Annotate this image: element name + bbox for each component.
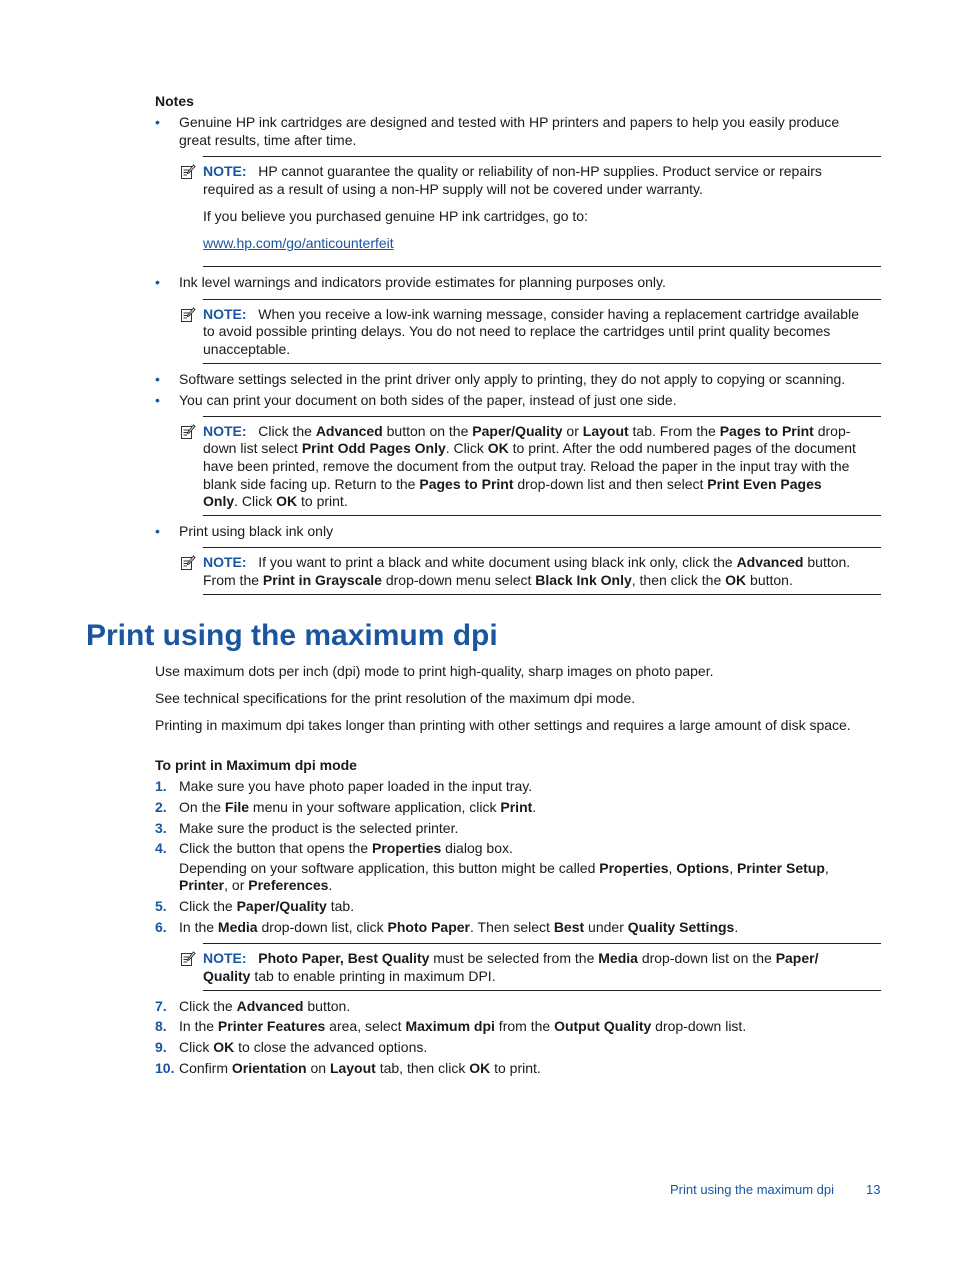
anticounterfeit-link[interactable]: www.hp.com/go/anticounterfeit xyxy=(203,235,394,251)
bullet-marker: • xyxy=(155,274,160,290)
step-4-detail-line-1: Depending on your software application, this button might be called Properties, Options, Printer Setup, xyxy=(179,860,829,876)
step-number: 6. xyxy=(155,919,167,935)
note-2-line-1: NOTE: When you receive a low-ink warning message, consider having a replacement cartridge available xyxy=(203,306,859,322)
note-label: NOTE: xyxy=(203,163,247,179)
note-rule xyxy=(203,416,881,417)
bullet-marker: • xyxy=(155,114,160,130)
note-1-line-1: NOTE: HP cannot guarantee the quality or reliability of non-HP supplies. Product service or repairs xyxy=(203,163,822,179)
procedure-heading: To print in Maximum dpi mode xyxy=(155,757,357,773)
note-1-para-2: If you believe you purchased genuine HP ink cartridges, go to: xyxy=(203,208,588,224)
bullet-4: You can print your document on both sides of the paper, instead of just one side. xyxy=(179,392,677,408)
note-5-line-1: NOTE: Photo Paper, Best Quality must be selected from the Media drop-down list on the Paper/ xyxy=(203,950,819,966)
step-2-text: On the File menu in your software application, click Print. xyxy=(179,799,537,815)
step-number: 9. xyxy=(155,1039,167,1055)
note-label: NOTE: xyxy=(203,554,247,570)
note-label: NOTE: xyxy=(203,306,247,322)
bullet-1-line-2: great results, time after time. xyxy=(179,132,357,148)
step-3-text: Make sure the product is the selected printer. xyxy=(179,820,459,836)
note-3-line-4: blank side facing up. Return to the Pages to Print drop-down list and then select Print Even Pages xyxy=(203,476,822,492)
bullet-5: Print using black ink only xyxy=(179,523,334,539)
bullet-2: Ink level warnings and indicators provide estimates for planning purposes only. xyxy=(179,274,666,290)
bullet-marker: • xyxy=(155,392,160,408)
step-10-text: Confirm Orientation on Layout tab, then click OK to print. xyxy=(179,1060,541,1076)
note-icon xyxy=(180,951,196,967)
step-5-text: Click the Paper/Quality tab. xyxy=(179,898,355,914)
step-number: 5. xyxy=(155,898,167,914)
note-icon xyxy=(180,555,196,571)
note-3-line-5: Only. Click OK to print. xyxy=(203,493,348,509)
note-icon xyxy=(180,307,196,323)
step-number: 3. xyxy=(155,820,167,836)
step-number: 10. xyxy=(155,1060,175,1076)
bullet-marker: • xyxy=(155,523,160,539)
notes-heading: Notes xyxy=(155,93,194,109)
step-6-text: In the Media drop-down list, click Photo Paper. Then select Best under Quality Settings. xyxy=(179,919,739,935)
note-3-line-3: have been printed, remove the document from the output tray. Reload the paper in the input tray with the xyxy=(203,458,850,474)
section-para-2: See technical specifications for the print resolution of the maximum dpi mode. xyxy=(155,690,636,706)
step-9-text: Click OK to close the advanced options. xyxy=(179,1039,428,1055)
note-rule xyxy=(203,943,881,944)
note-5-line-2: Quality tab to enable printing in maximum DPI. xyxy=(203,968,496,984)
note-rule xyxy=(203,594,881,595)
note-rule xyxy=(203,547,881,548)
step-number: 2. xyxy=(155,799,167,815)
note-icon xyxy=(180,164,196,180)
step-1-text: Make sure you have photo paper loaded in the input tray. xyxy=(179,778,533,794)
note-rule xyxy=(203,515,881,516)
note-rule xyxy=(203,299,881,300)
note-rule xyxy=(203,363,881,364)
step-number: 8. xyxy=(155,1018,167,1034)
step-number: 4. xyxy=(155,840,167,856)
step-8-text: In the Printer Features area, select Maximum dpi from the Output Quality drop-down list. xyxy=(179,1018,747,1034)
step-7-text: Click the Advanced button. xyxy=(179,998,351,1014)
note-rule xyxy=(203,266,881,267)
note-label: NOTE: xyxy=(203,950,247,966)
step-number: 7. xyxy=(155,998,167,1014)
note-rule xyxy=(203,156,881,157)
note-4-line-2: From the Print in Grayscale drop-down menu select Black Ink Only, then click the OK button. xyxy=(203,572,793,588)
footer-page-number: 13 xyxy=(866,1182,881,1197)
section-para-3: Printing in maximum dpi takes longer than printing with other settings and requires a large amount of disk space. xyxy=(155,717,851,733)
bullet-1-line-1: Genuine HP ink cartridges are designed and tested with HP printers and papers to help you easily produce xyxy=(179,114,840,130)
bullet-marker: • xyxy=(155,371,160,387)
step-4-detail-line-2: Printer, or Preferences. xyxy=(179,877,333,893)
note-label: NOTE: xyxy=(203,423,247,439)
note-3-line-2: down list select Print Odd Pages Only. Click OK to print. After the odd numbered pages of the document xyxy=(203,440,856,456)
bullet-3: Software settings selected in the print driver only apply to printing, they do not apply to copying or scanning. xyxy=(179,371,846,387)
note-2-line-3: unacceptable. xyxy=(203,341,291,357)
step-4-text: Click the button that opens the Properties dialog box. xyxy=(179,840,513,856)
note-3-line-1: NOTE: Click the Advanced button on the Paper/Quality or Layout tab. From the Pages to Print drop- xyxy=(203,423,851,439)
note-1-line-2: required as a result of using a non-HP supply will not be covered under warranty. xyxy=(203,181,703,197)
note-rule xyxy=(203,990,881,991)
section-para-1: Use maximum dots per inch (dpi) mode to print high-quality, sharp images on photo paper. xyxy=(155,663,714,679)
step-number: 1. xyxy=(155,778,167,794)
note-icon xyxy=(180,424,196,440)
note-2-line-2: to avoid possible printing delays. You do not need to replace the cartridges until print quality becomes xyxy=(203,323,831,339)
footer-section-name: Print using the maximum dpi xyxy=(670,1182,835,1197)
note-4-line-1: NOTE: If you want to print a black and white document using black ink only, click the Advanced button. xyxy=(203,554,851,570)
section-title: Print using the maximum dpi xyxy=(86,619,498,652)
